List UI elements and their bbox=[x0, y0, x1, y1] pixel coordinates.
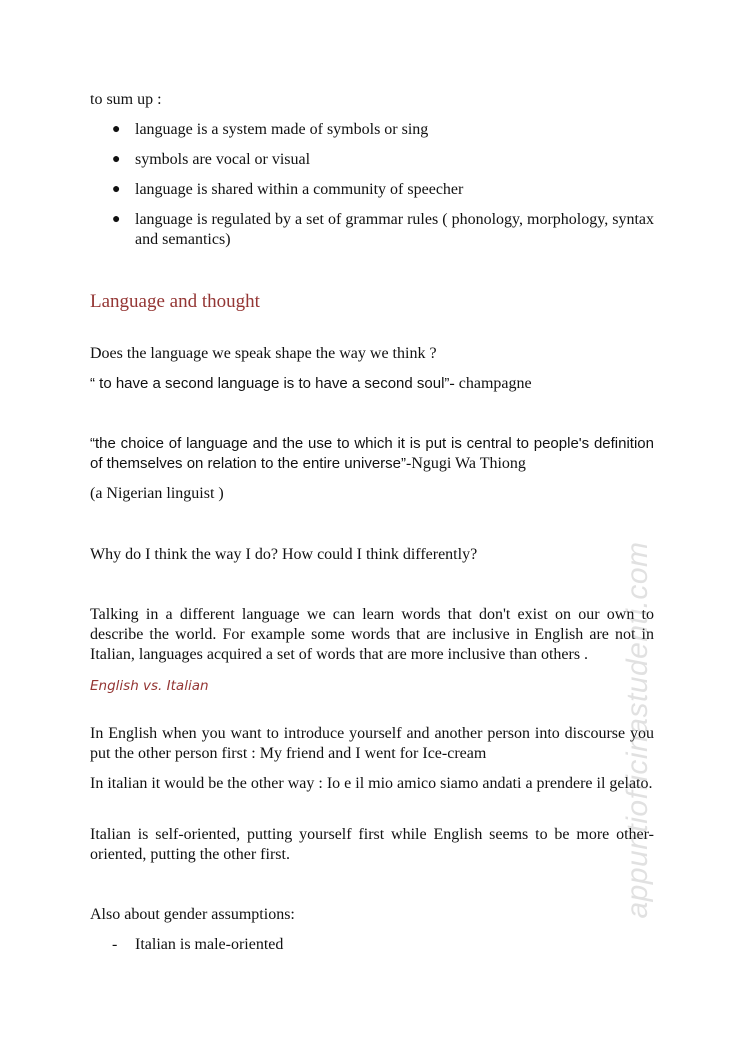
gender-text: Also about gender assumptions: bbox=[90, 906, 295, 923]
document-page bbox=[90, 0, 654, 1052]
quote-text: “the choice of language and the use to which it is put is central to people's definition of themselves on relation to the entire universe” bbox=[90, 435, 654, 472]
quote-text: “ to have a second language is to have a second soul” bbox=[90, 375, 450, 392]
bullet-icon: ● bbox=[112, 122, 121, 137]
watermark bbox=[614, 535, 662, 925]
watermark-text: appuntiofficinastudenti.com bbox=[621, 541, 654, 919]
quote-ngugi bbox=[90, 434, 654, 474]
list-item-text: language is a system made of symbols or sing bbox=[135, 121, 429, 138]
section-heading: Language and thought bbox=[90, 291, 260, 312]
paragraph-english: In English when you want to introduce yourself and another person into discourse you put the other person first : My friend and I went for Ice-cream bbox=[90, 725, 654, 762]
bullet-icon: ● bbox=[112, 212, 121, 227]
why-text: Why do I think the way I do? How could I think differently? bbox=[90, 546, 478, 563]
subsection-heading: English vs. Italian bbox=[90, 678, 209, 694]
list-item-text: language is shared within a community of speecher bbox=[135, 181, 464, 198]
quote-attribution: -Ngugi Wa Thiong bbox=[406, 455, 526, 472]
quote-soul bbox=[90, 374, 654, 394]
list-item-text: language is regulated by a set of grammar rules ( phonology, morphology, syntax and semantics) bbox=[135, 211, 654, 248]
intro-text: to sum up : bbox=[90, 91, 162, 108]
dash-icon: - bbox=[112, 936, 118, 953]
bullet-icon: ● bbox=[112, 152, 121, 167]
paragraph-italian: In italian it would be the other way : Io e il mio amico siamo andati a prendere il gelato. bbox=[90, 775, 653, 792]
question-text: Does the language we speak shape the way we think ? bbox=[90, 345, 437, 362]
paragraph-talking: Talking in a different language we can learn words that don't exist on our own to describe the world. For example some words that are inclusive in English are not in Italian, languages acquired a set of words that are more inclusive than others . bbox=[90, 606, 654, 663]
list-item-text: Italian is male-oriented bbox=[135, 936, 284, 953]
list-item-text: symbols are vocal or visual bbox=[135, 151, 311, 168]
quote-attribution: - champagne bbox=[449, 375, 532, 392]
paragraph-oriented: Italian is self-oriented, putting yourself first while English seems to be more other-oriented, putting the other first. bbox=[90, 826, 654, 863]
quote-note: (a Nigerian linguist ) bbox=[90, 485, 224, 502]
bullet-icon: ● bbox=[112, 182, 121, 197]
